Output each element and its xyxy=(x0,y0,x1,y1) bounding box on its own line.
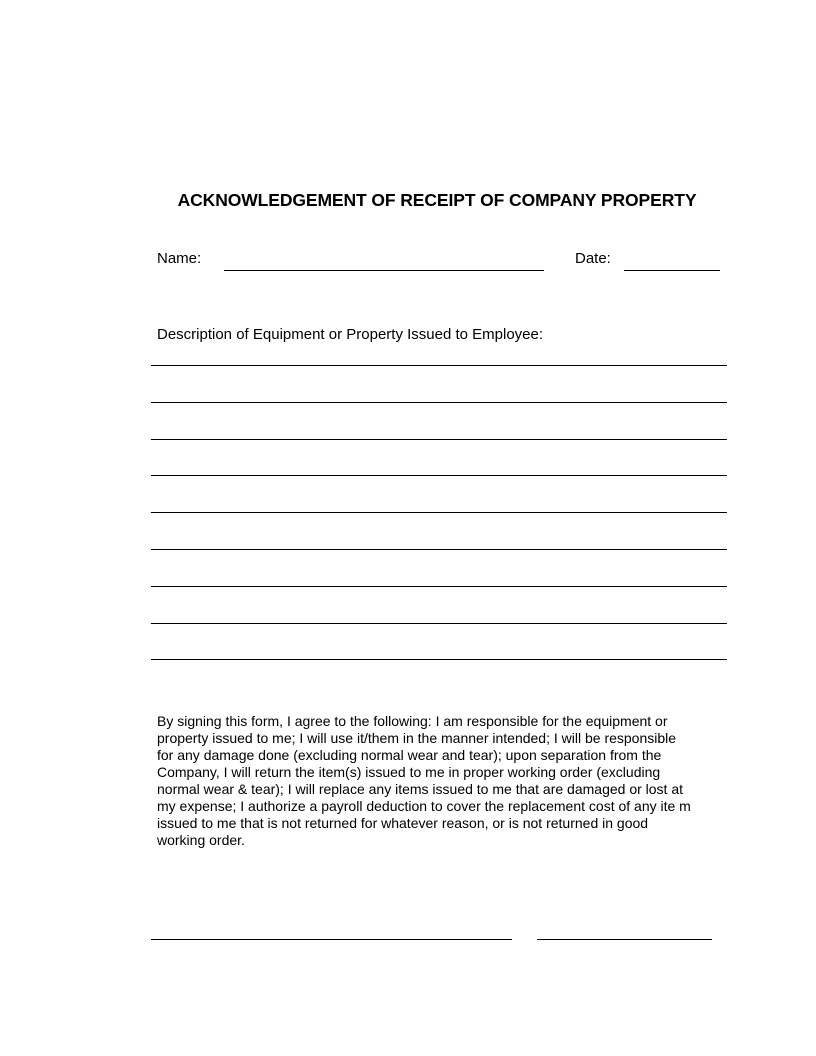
date-field-line[interactable] xyxy=(624,270,720,271)
form-title: ACKNOWLEDGEMENT OF RECEIPT OF COMPANY PROPERTY xyxy=(177,190,697,210)
description-line[interactable] xyxy=(151,439,727,440)
name-field-line[interactable] xyxy=(224,270,544,271)
description-label: Description of Equipment or Property Issued to Employee: xyxy=(157,326,544,343)
description-line[interactable] xyxy=(151,402,727,403)
description-line[interactable] xyxy=(151,586,727,587)
description-line[interactable] xyxy=(151,549,727,550)
description-line[interactable] xyxy=(151,365,727,366)
description-line[interactable] xyxy=(151,623,727,624)
name-label: Name: xyxy=(157,250,202,267)
signature-line[interactable] xyxy=(151,939,512,940)
agreement-text: By signing this form, I agree to the following: I am responsible for the equipment or property issued to me; I will use it/them in the manner intended; I will be responsible for any damage done (excluding normal wear and tear); upon separation from the Company, I will return the item(s) issued to me in proper working order (excluding normal wear & tear); I will replace any items issued to me that are damaged or lost at my expense; I authorize a payroll deduction to cover the replacement cost of any ite m issued to me that is not returned for whatever reason, or is not returned in good working order. xyxy=(157,713,691,848)
date-label: Date: xyxy=(575,250,611,267)
description-line[interactable] xyxy=(151,475,727,476)
signature-date-line[interactable] xyxy=(537,939,712,940)
description-line[interactable] xyxy=(151,512,727,513)
description-line[interactable] xyxy=(151,659,727,660)
